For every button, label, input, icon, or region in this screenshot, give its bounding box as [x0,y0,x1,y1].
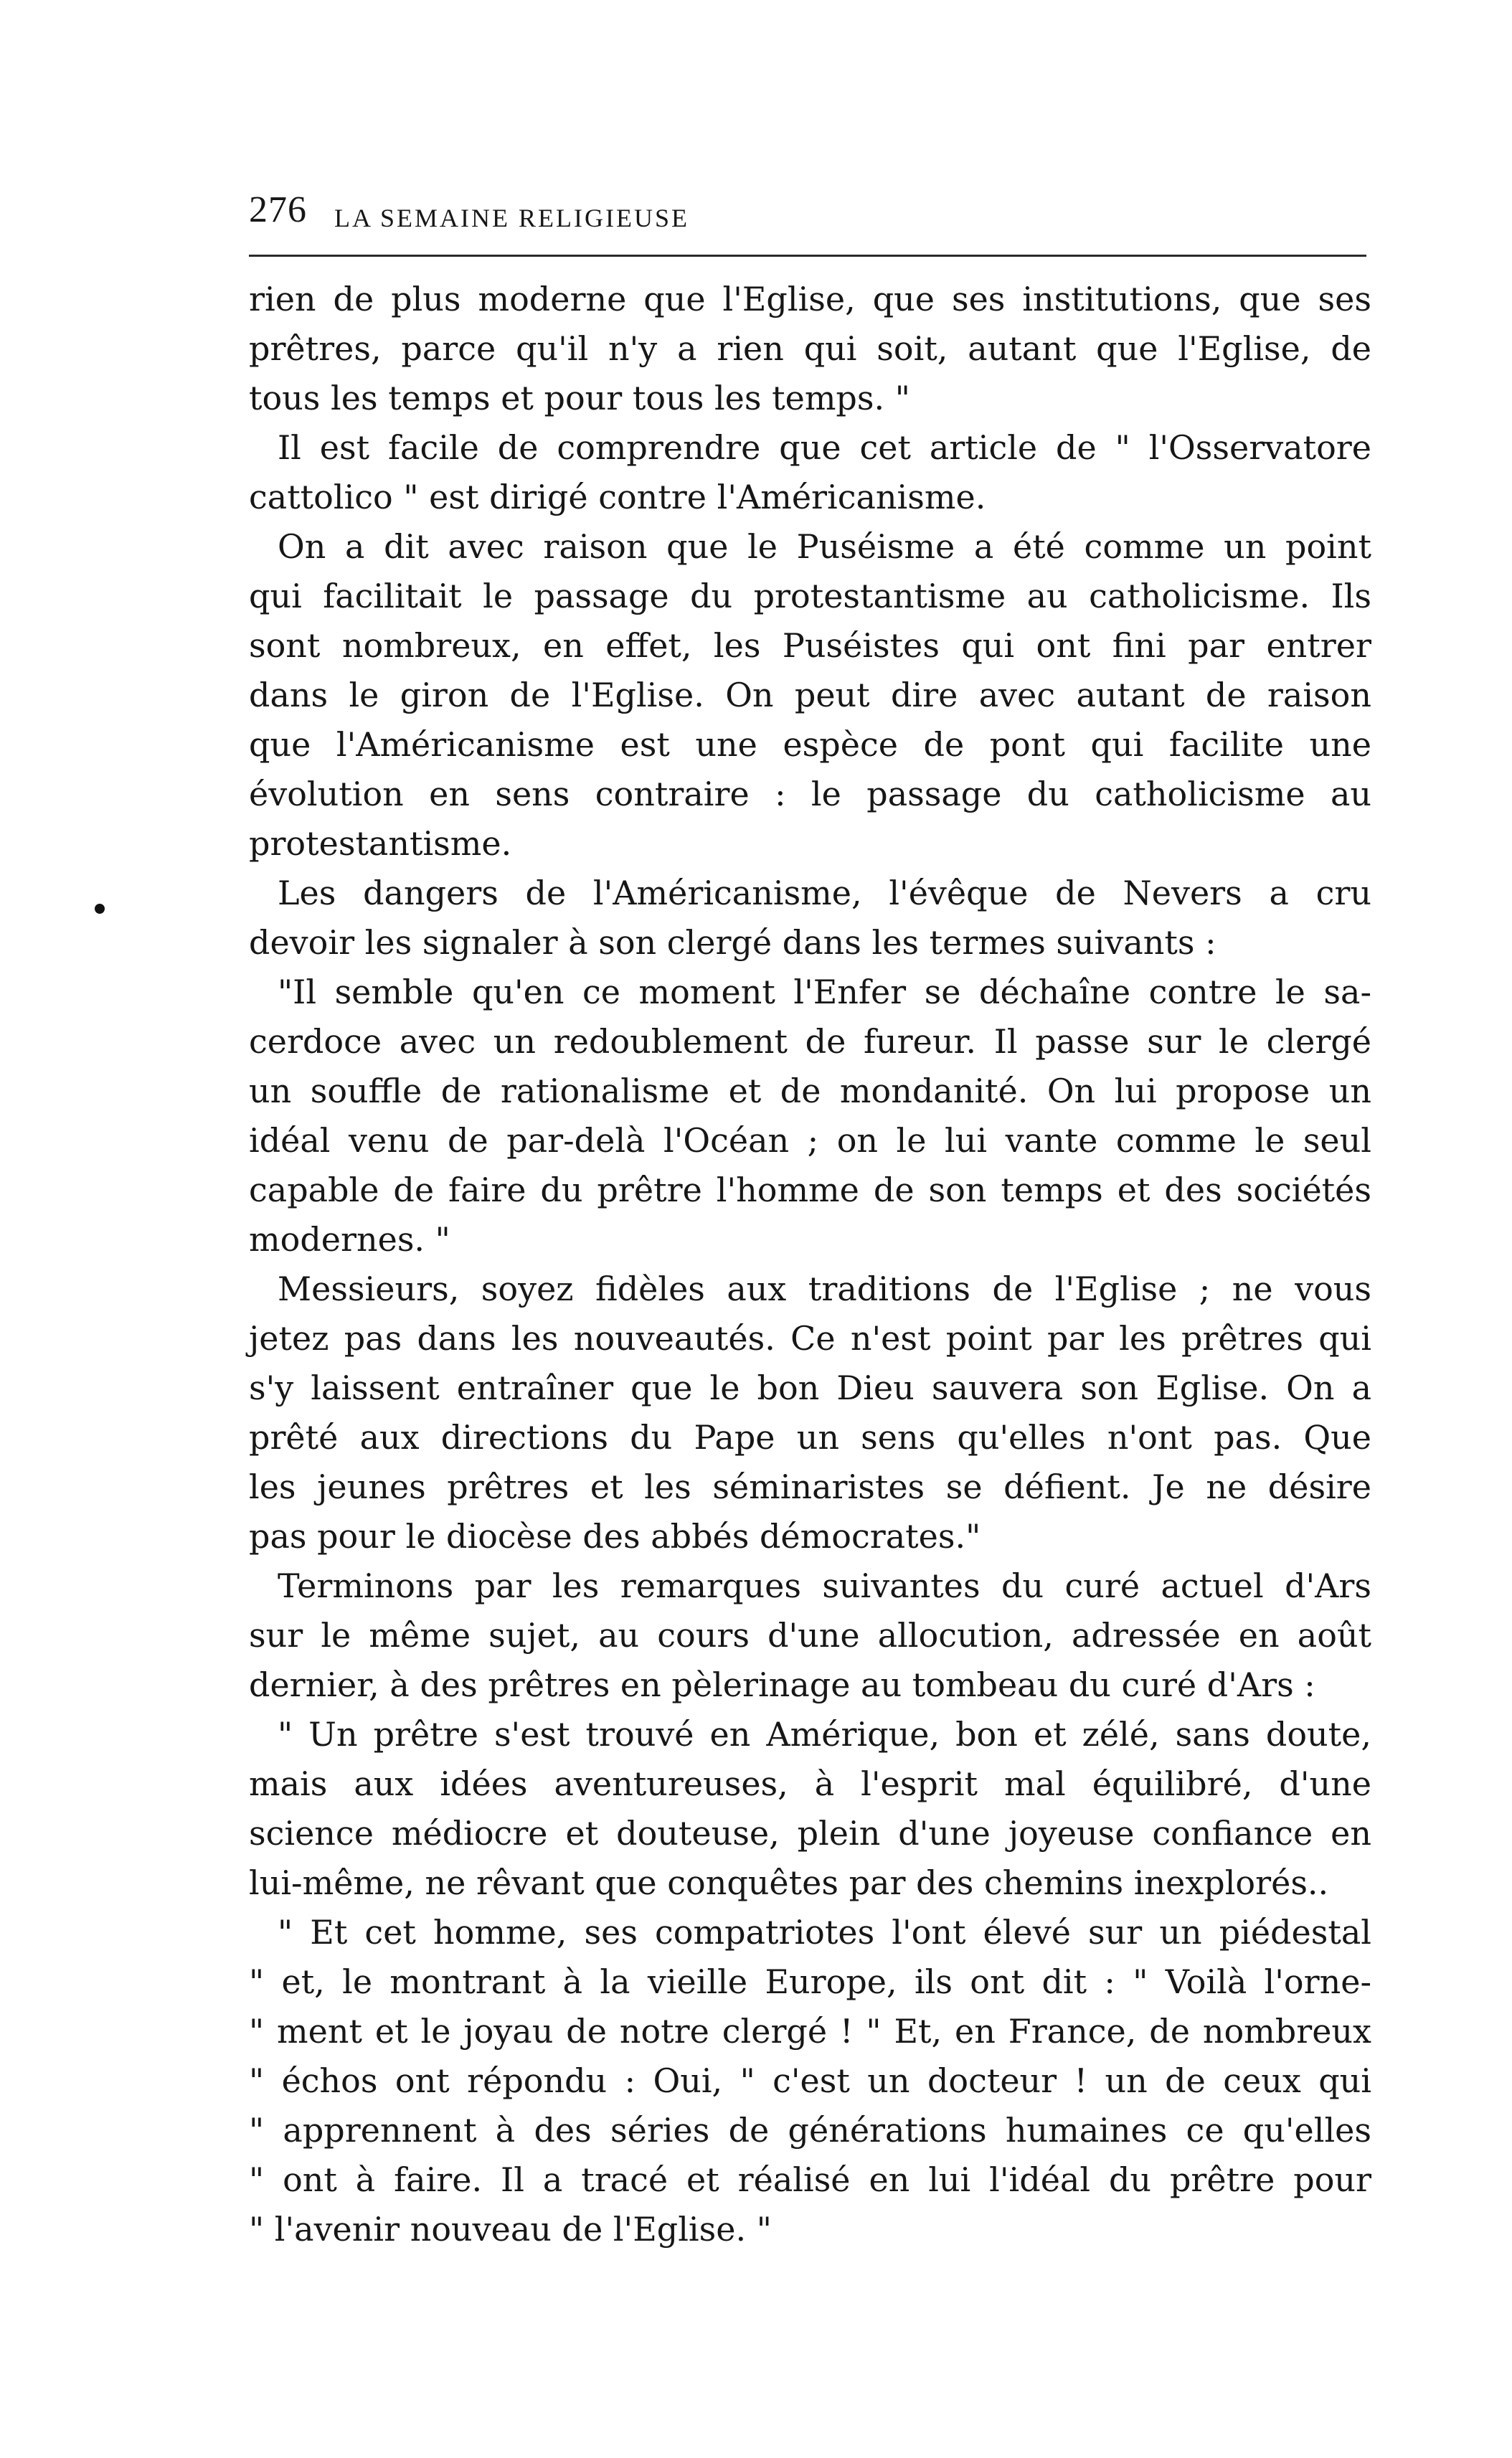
text-line: Terminons par les remarques suivantes du curé actuel d'Ars [278,1566,1371,1605]
text-line: jetez pas dans les nouveautés. Ce n'est point par les prêtres qui [249,1319,1371,1358]
text-line: " échos ont répondu : Oui, " c'est un docteur ! un de ceux qui [249,2061,1371,2100]
text-line: mais aux idées aventureuses, à l'esprit mal équilibré, d'une [249,1764,1371,1803]
text-line: On a dit avec raison que le Puséisme a été comme un point [278,527,1371,566]
text-line: " ont à faire. Il a tracé et réalisé en lui l'idéal du prêtre pour [249,2160,1371,2199]
header-rule [249,255,1366,257]
text-line: " apprennent à des séries de générations humaines ce qu'elles [249,2111,1371,2150]
text-line: sur le même sujet, au cours d'une allocution, adressée en août [249,1616,1371,1655]
page-number: 276 [249,189,307,230]
text-line: cerdoce avec un redoublement de fureur. Il passe sur le clergé [249,1022,1371,1061]
text-line: prêtres, parce qu'il n'y a rien qui soit, autant que l'Eglise, de [249,329,1371,368]
text-line: Il est facile de comprendre que cet article de " l'Osservatore [278,428,1371,467]
text-line: " et, le montrant à la vieille Europe, ils ont dit : " Voilà l'orne- [249,1962,1371,2001]
running-title: LA SEMAINE RELIGIEUSE [334,204,689,232]
text-line: Les dangers de l'Américanisme, l'évêque de Nevers a cru [278,874,1371,912]
body-text [249,275,1371,2254]
text-line: dans le giron de l'Eglise. On peut dire avec autant de raison [249,676,1371,714]
text-line: cattolico " est dirigé contre l'Américanisme. [249,478,986,516]
text-line: prêté aux directions du Pape un sens qu'elles n'ont pas. Que [249,1418,1371,1457]
text-line: dernier, à des prêtres en pèlerinage au tombeau du curé d'Ars : [249,1665,1315,1704]
text-line: lui-même, ne rêvant que conquêtes par des chemins inexplorés.. [249,1863,1329,1902]
text-line: évolution en sens contraire : le passage du catholicisme au [249,775,1371,813]
text-line: rien de plus moderne que l'Eglise, que ses institutions, que ses [249,280,1371,318]
text-line: protestantisme. [249,824,512,863]
text-line: tous les temps et pour tous les temps. " [249,379,910,417]
text-line: sont nombreux, en effet, les Puséistes qui ont fini par entrer [249,626,1371,665]
text-line: capable de faire du prêtre l'homme de son temps et des sociétés [249,1171,1371,1209]
text-line: s'y laissent entraîner que le bon Dieu sauvera son Eglise. On a [249,1369,1371,1407]
text-line: pas pour le diocèse des abbés démocrates." [249,1517,981,1556]
text-line: qui facilitait le passage du protestantisme au catholicisme. Ils [249,577,1371,615]
text-line: " Et cet homme, ses compatriotes l'ont élevé sur un piédestal [278,1913,1371,1952]
text-line: un souffle de rationalisme et de mondanité. On lui propose un [249,1072,1371,1110]
text-line: idéal venu de par-delà l'Océan ; on le lui vante comme le seul [249,1121,1371,1160]
text-line: les jeunes prêtres et les séminaristes se défient. Je ne désire [249,1467,1371,1506]
text-line: " Un prêtre s'est trouvé en Amérique, bon et zélé, sans doute, [278,1715,1371,1754]
text-line: modernes. " [249,1220,450,1259]
text-line: Messieurs, soyez fidèles aux traditions de l'Eglise ; ne vous [278,1270,1371,1308]
text-line: "Il semble qu'en ce moment l'Enfer se déchaîne contre le sa- [278,973,1371,1011]
margin-mark [95,904,105,914]
text-line: science médiocre et douteuse, plein d'une joyeuse confiance en [249,1814,1371,1853]
text-line: " l'avenir nouveau de l'Eglise. " [249,2210,772,2249]
text-line: " ment et le joyau de notre clergé ! " Et, en France, de nombreux [249,2012,1371,2051]
text-line: que l'Américanisme est une espèce de pont qui facilite une [249,725,1371,764]
text-line: devoir les signaler à son clergé dans les termes suivants : [249,923,1216,962]
